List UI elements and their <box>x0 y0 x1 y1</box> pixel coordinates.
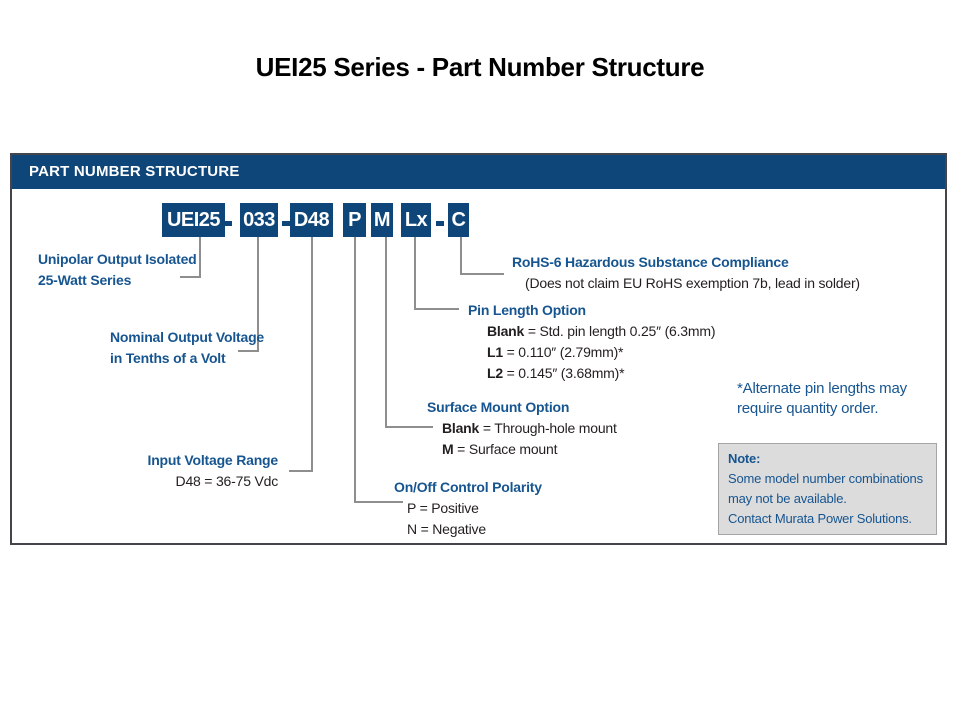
connector-line <box>414 308 459 310</box>
callout-pin-opt1 <box>468 321 715 342</box>
page-title: UEI25 Series - Part Number Structure <box>255 52 705 82</box>
callout-input-voltage <box>100 450 278 492</box>
part-segment-input-range: D48 <box>290 203 333 237</box>
dash-separator <box>224 221 232 226</box>
alternate-pin-note <box>737 379 907 419</box>
part-segment-mount: M <box>371 203 393 237</box>
option-key: Blank <box>442 420 480 436</box>
callout-rohs-detail: (Does not claim EU RoHS exemption 7b, lead in solder) <box>525 275 860 291</box>
callout-rohs <box>512 252 860 294</box>
callout-series-line1: Unipolar Output Isolated <box>38 251 197 267</box>
dash-separator <box>436 221 444 226</box>
note-box-title: Note: <box>728 451 761 466</box>
connector-line <box>460 237 462 274</box>
part-segment-voltage: 033 <box>240 203 278 237</box>
dash-separator <box>282 221 290 226</box>
part-segment-polarity: P <box>343 203 366 237</box>
option-value: = 0.145″ (3.68mm)* <box>502 365 625 381</box>
callout-polarity-opt2: N = Negative <box>407 521 486 537</box>
callout-input-detail: D48 = 36-75 Vdc <box>175 473 278 489</box>
callout-nominal-line1: Nominal Output Voltage <box>110 329 265 345</box>
connector-line <box>311 237 313 471</box>
callout-series-line2: 25-Watt Series <box>38 272 132 288</box>
alternate-pin-note-line2: require quantity order. <box>737 400 879 417</box>
callout-series <box>38 249 197 291</box>
option-value: = 0.110″ (2.79mm)* <box>502 344 624 360</box>
callout-input-title: Input Voltage Range <box>147 452 278 468</box>
callout-polarity-title: On/Off Control Polarity <box>394 479 542 495</box>
note-box-line1: Some model number combinations <box>728 471 923 486</box>
part-segment-pin-length: Lx <box>401 203 431 237</box>
callout-polarity <box>394 477 542 540</box>
callout-smt-title: Surface Mount Option <box>427 399 570 415</box>
connector-line <box>414 237 416 309</box>
note-box-line3: Contact Murata Power Solutions. <box>728 511 912 526</box>
option-value: = Surface mount <box>453 441 558 457</box>
option-key: M <box>442 441 454 457</box>
callout-surface-mount <box>427 397 617 460</box>
note-box <box>718 443 937 535</box>
callout-smt-opt2 <box>427 439 617 460</box>
connector-line <box>385 426 433 428</box>
callout-nominal-voltage <box>110 327 264 369</box>
connector-line <box>289 470 313 472</box>
connector-line <box>385 237 387 427</box>
callout-nominal-line2: in Tenths of a Volt <box>110 350 226 366</box>
callout-polarity-opt1: P = Positive <box>407 500 479 516</box>
callout-pin-title: Pin Length Option <box>468 302 586 318</box>
callout-smt-opt1 <box>427 418 617 439</box>
alternate-pin-note-line1: *Alternate pin lengths may <box>737 380 907 397</box>
note-box-line2: may not be available. <box>728 491 847 506</box>
callout-pin-length <box>468 300 715 384</box>
panel-header: PART NUMBER STRUCTURE <box>12 155 945 189</box>
option-key: L2 <box>487 365 503 381</box>
option-value: = Std. pin length 0.25″ (6.3mm) <box>524 323 716 339</box>
option-value: = Through-hole mount <box>479 420 617 436</box>
callout-pin-opt3 <box>468 363 715 384</box>
connector-line <box>199 237 201 277</box>
callout-rohs-title: RoHS-6 Hazardous Substance Compliance <box>512 254 789 270</box>
callout-pin-opt2 <box>468 342 715 363</box>
option-key: L1 <box>487 344 503 360</box>
connector-line <box>354 237 356 502</box>
connector-line <box>460 273 504 275</box>
part-segment-rohs: C <box>448 203 469 237</box>
option-key: Blank <box>487 323 525 339</box>
part-segment-series: UEI25 <box>162 203 225 237</box>
